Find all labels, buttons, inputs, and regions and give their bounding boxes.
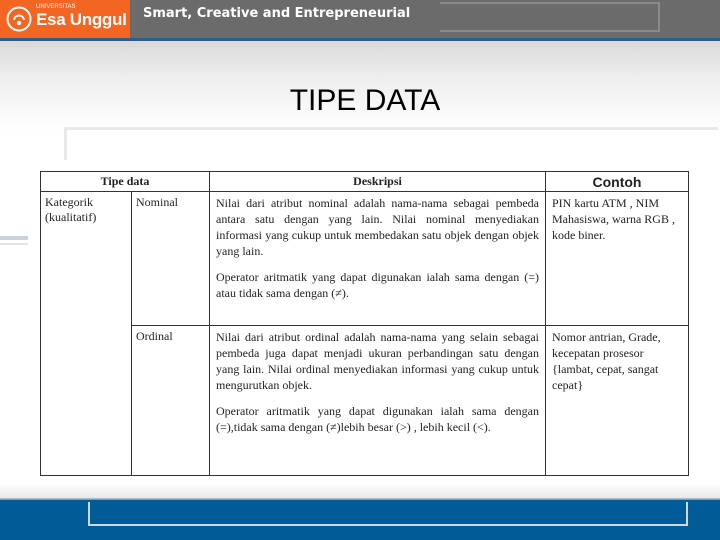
header-example: Contoh xyxy=(546,172,689,192)
logo-small-text: UNIVERSITAS xyxy=(36,4,76,10)
footer-fade xyxy=(0,484,720,499)
description-operator-paragraph: Operator aritmatik yang dapat digunakan ialah sama dengan (=) atau tidak sama dengan (≠). xyxy=(216,270,539,300)
header-frame-decoration xyxy=(440,2,660,32)
side-stripe-thin xyxy=(0,243,28,245)
content-frame-top xyxy=(64,127,718,130)
header-type: Tipe data xyxy=(41,172,210,192)
subtype-cell: Ordinal xyxy=(132,326,210,476)
data-type-table xyxy=(40,171,689,476)
subtype-cell: Nominal xyxy=(132,192,210,326)
footer-frame-decoration xyxy=(88,502,688,526)
example-cell: PIN kartu ATM , NIM Mahasiswa, warna RGB , kode biner. xyxy=(546,192,689,326)
table-header-row xyxy=(41,172,689,192)
data-type-table-image xyxy=(30,163,693,485)
description-paragraph: Nilai dari atribut ordinal adalah nama-nama yang selain sebagai pembeda juga dapat menjadi ukuran perbandingan satu dengan yang lain. Nilai ordinal menyediakan informasi yang cukup untuk mengurutkan objek. xyxy=(216,330,539,392)
content-frame-left xyxy=(64,128,67,160)
description-operator-paragraph: Operator aritmatik yang dapat digunakan ialah sama dengan (=),tidak sama dengan (≠)lebih besar (>) , lebih kecil (<). xyxy=(216,404,539,434)
example-text: Nomor antrian, Grade, kecepatan prosesor {lambat, cepat, sangat cepat} xyxy=(552,330,661,392)
side-stripe xyxy=(0,236,28,240)
university-tagline: Smart, Creative and Entrepreneurial xyxy=(143,6,411,21)
category-cell xyxy=(41,192,132,476)
university-emblem-icon xyxy=(6,6,32,32)
example-cell xyxy=(546,326,689,476)
description-cell xyxy=(210,326,546,476)
table-row xyxy=(41,192,689,326)
description-cell xyxy=(210,192,546,326)
slide-title: TIPE DATA xyxy=(289,84,441,117)
description-paragraph: Nilai dari atribut nominal adalah nama-nama sebagai pembeda antara satu dengan yang lain. Nilai nominal menyediakan informasi yang cukup untuk membedakan satu objek dengan objek yang lain. xyxy=(216,196,539,258)
category-label: Kategorik (kualitatif) xyxy=(45,195,97,224)
logo-wordmark: Esa Unggul xyxy=(36,10,127,29)
table-row xyxy=(41,326,689,476)
header-description: Deskripsi xyxy=(210,172,546,192)
university-logo xyxy=(0,0,130,38)
